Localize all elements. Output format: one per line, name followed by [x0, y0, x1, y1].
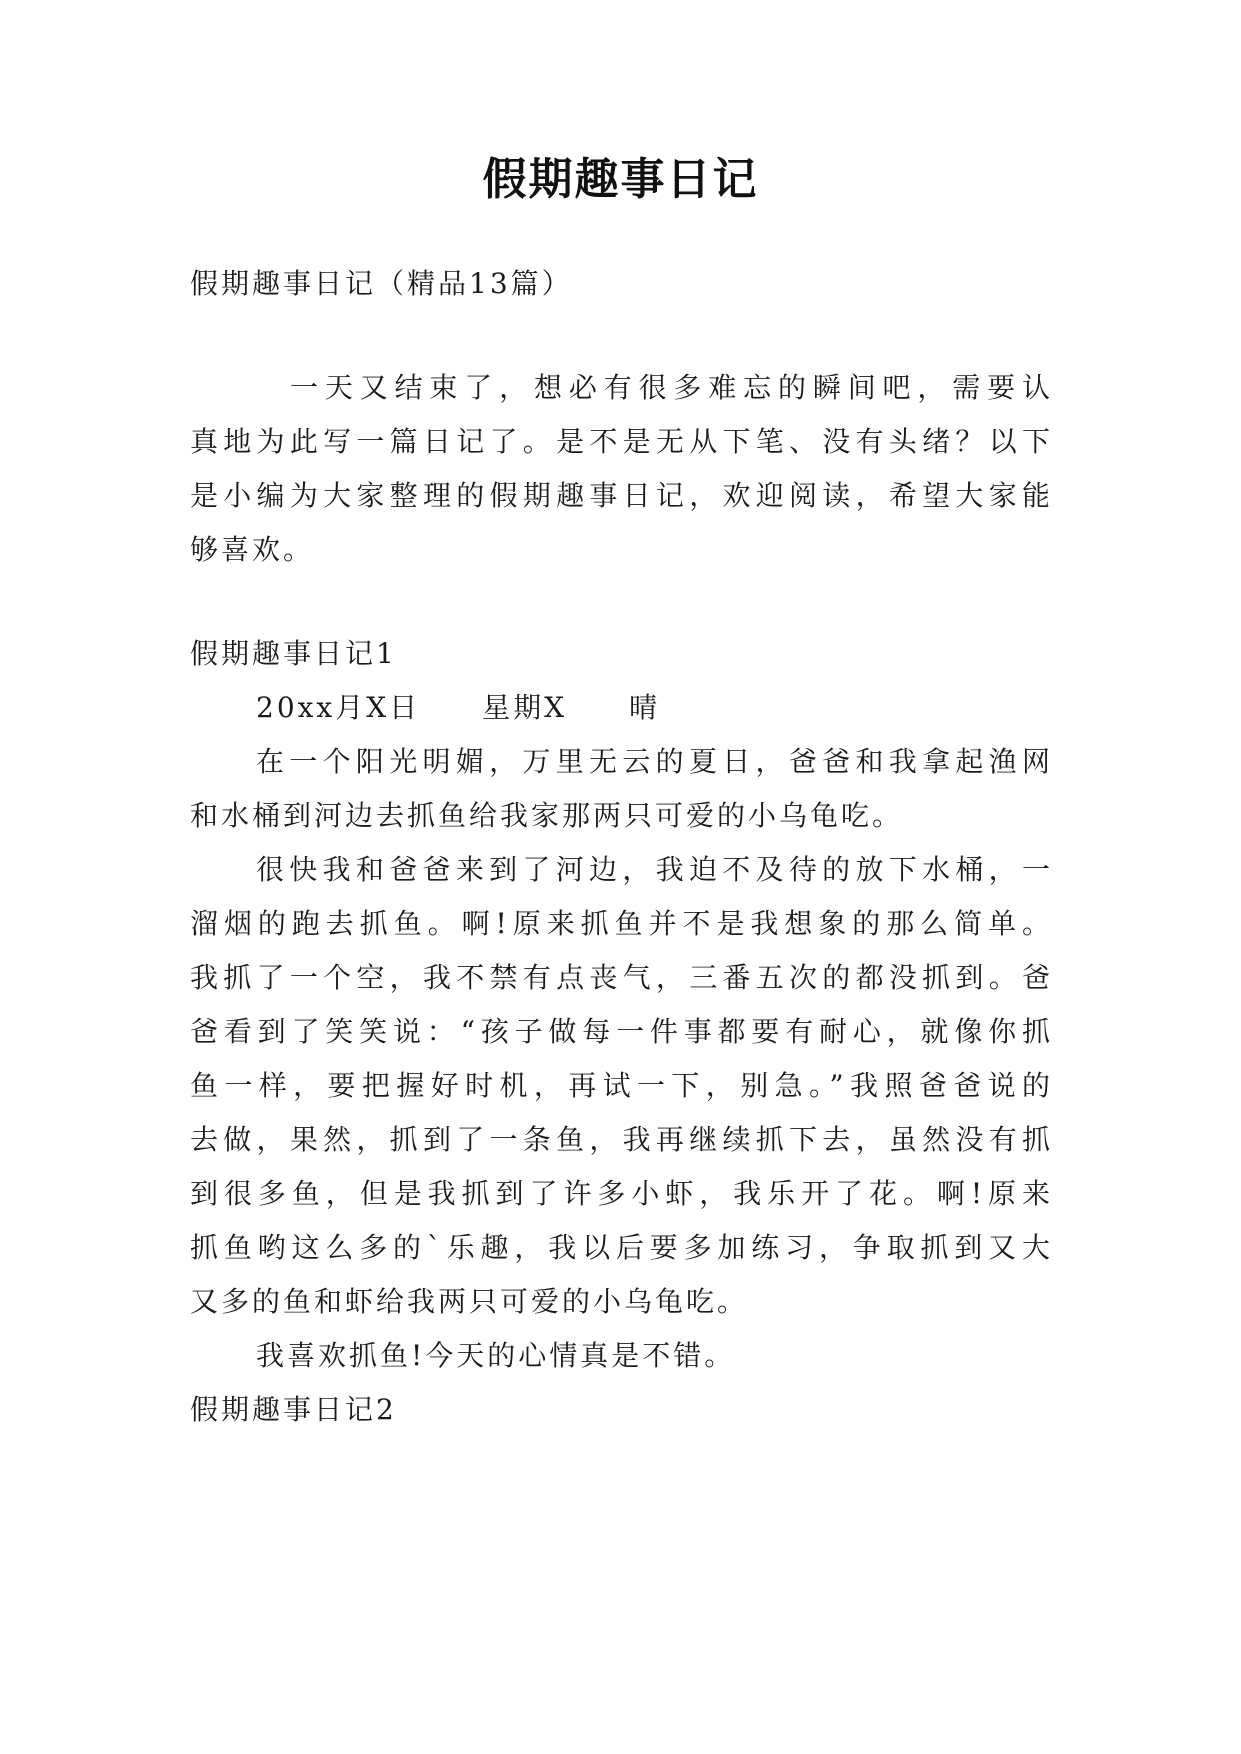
entry-paragraph-line: 我抓了一个空，我不禁有点丧气，三番五次的都没抓到。爸 [190, 961, 1050, 994]
entry-heading: 假期趣事日记2 [190, 1393, 397, 1426]
entry-paragraph-line: 又多的鱼和虾给我两只可爱的小乌龟吃。 [190, 1285, 749, 1318]
intro-line: 是小编为大家整理的假期趣事日记，欢迎阅读，希望大家能 [190, 479, 1050, 512]
entry-paragraph-line: 溜烟的跑去抓鱼。啊!原来抓鱼并不是我想象的那么简单。 [190, 907, 1050, 940]
entry-paragraph-line: 很快我和爸爸来到了河边，我迫不及待的放下水桶，一 [256, 853, 1050, 886]
entry-paragraph-line: 到很多鱼，但是我抓到了许多小虾，我乐开了花。啊!原来 [190, 1177, 1050, 1210]
intro-line: 真地为此写一篇日记了。是不是无从下笔、没有头绪？以下 [190, 425, 1050, 458]
entry-paragraph-line: 和水桶到河边去抓鱼给我家那两只可爱的小乌龟吃。 [190, 799, 904, 832]
entry-paragraph-line: 去做，果然，抓到了一条鱼，我再继续抓下去，虽然没有抓 [190, 1123, 1050, 1156]
document-subtitle: 假期趣事日记（精品13篇） [190, 267, 573, 300]
intro-line: 够喜欢。 [190, 533, 315, 566]
entry-paragraph-line: 抓鱼哟这么多的`乐趣，我以后要多加练习，争取抓到又大 [190, 1231, 1050, 1264]
page-title: 假期趣事日记 [482, 154, 759, 205]
entry-dateline: 20xx月X日 星期X 晴 [256, 691, 661, 724]
entry-paragraph-line: 鱼一样，要把握好时机，再试一下，别急。”我照爸爸说的 [190, 1069, 1050, 1102]
entry-paragraph-line: 在一个阳光明媚，万里无云的夏日，爸爸和我拿起渔网 [256, 745, 1050, 778]
entry-heading: 假期趣事日记1 [190, 637, 397, 670]
entry-paragraph-line: 爸看到了笑笑说：“孩子做每一件事都要有耐心，就像你抓 [190, 1015, 1050, 1048]
entry-paragraph-line: 我喜欢抓鱼!今天的心情真是不错。 [256, 1339, 736, 1372]
intro-line: 一天又结束了，想必有很多难忘的瞬间吧，需要认 [290, 371, 1050, 404]
